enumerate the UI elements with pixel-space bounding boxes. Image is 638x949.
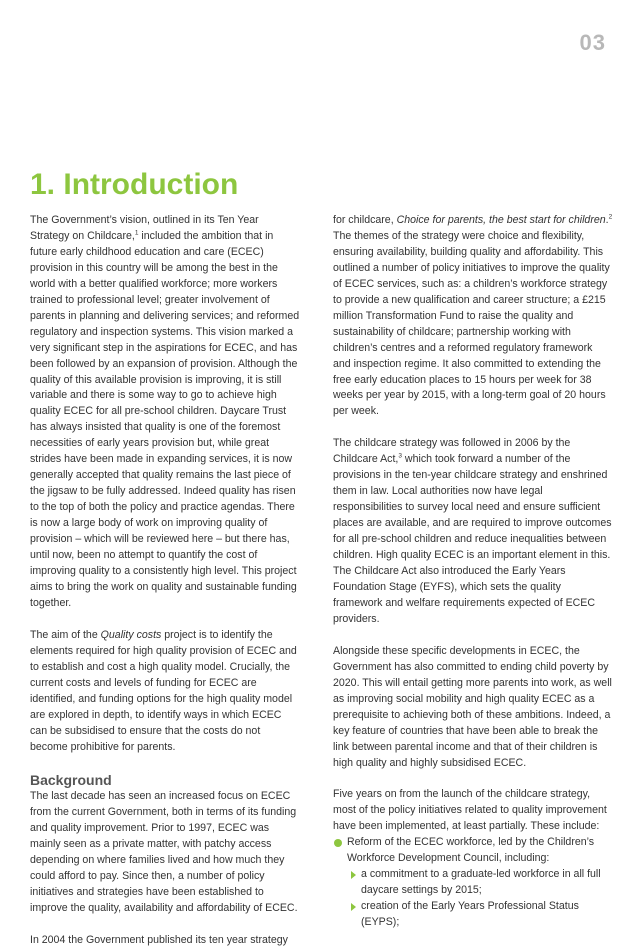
page-number: 03	[579, 30, 606, 55]
text: project is to identify the elements required for high quality provision of ECEC and to establish and cost a high quality model. Crucially, the current costs and levels of funding for ECEC are identified, and funding options for the high quality model are explored in depth, to identify ways in which ECEC can be subsidised to ensure that the costs do not become prohibitive for parents.	[30, 628, 297, 753]
sublist-item	[347, 899, 613, 931]
paragraph-ten-year-strategy	[30, 213, 300, 612]
list-item	[333, 835, 613, 931]
text: The aim of the	[30, 628, 101, 641]
sublist-item-text: a commitment to a graduate-led workforce in all full daycare settings by 2015;	[361, 868, 601, 897]
workforce-sublist	[347, 867, 613, 931]
section-title: 1. Introduction	[30, 168, 239, 201]
paragraph-background: The last decade has seen an increased focus on ECEC from the current Government, both in terms of its funding and quality improvement. Prior to 1997, ECEC was mainly seen as a private matter, with patchy access depending on where families lived and how much they could afford to pay. Since then, a number of policy initiatives and strategies have been established to improve the quality, availability and affordability of ECEC.	[30, 790, 298, 915]
text: .	[605, 214, 609, 226]
paragraph-childcare-act	[333, 436, 613, 627]
text: which took forward a number of the provisions in the ten-year childcare strategy and enshrined them in law. Local authorities now have legal responsibilities to survey local need and ensure sufficient places are available, and are required to improve outcomes for all pre-school children and reduce inequalities between children. High quality ECEC is an important element in this. The Childcare Act also introduced the Early Years Foundation Stage (EYFS), which sets the quality framework and welfare requirements expected of ECEC providers.	[333, 453, 612, 625]
text: The Government’s vision, outlined in its Ten Year Strategy on Childcare,	[30, 214, 259, 242]
paragraph-choice-for-parents	[333, 213, 613, 420]
paragraph-five-years-on: Five years on from the launch of the childcare strategy, most of the policy initiatives related to quality improvement have been implemented, at least partially. These include:	[333, 788, 607, 833]
green-circle-bullet-icon	[334, 839, 342, 847]
green-triangle-bullet-icon	[351, 903, 356, 911]
publication-title: Choice for parents, the best start for children	[396, 214, 606, 226]
footnote-marker-2: 2	[608, 213, 613, 221]
left-column	[30, 213, 300, 949]
list-item-text: Reform of the ECEC workforce, led by the Children’s Workforce Development Council, including:	[347, 836, 595, 865]
text: for childcare,	[333, 214, 397, 226]
background-heading: Background	[30, 772, 112, 789]
initiatives-list	[333, 835, 613, 931]
footnote-marker-3: 3	[398, 452, 402, 460]
right-column	[333, 213, 613, 931]
text: The childcare strategy was followed in 2006 by the Childcare Act,	[333, 437, 571, 466]
text: The themes of the strategy were choice and flexibility, ensuring availability, building quality and affordability. This outlined a number of policy initiatives to improve the quality of ECEC services, such as: a children’s workforce strategy to provide a new qualification and career structure; a £215 million Transformation Fund to raise the quality and sustainability of childcare; partnership working with children’s centres and a reformed regulatory framework and inspection regime. It also committed to extending the free early education places to 15 hours per week for 38 weeks per year by 2015, with a long-term goal of 20 hours per week.	[333, 229, 610, 418]
paragraph-child-poverty: Alongside these specific developments in ECEC, the Government has also committed to ending child poverty by 2020. This will entail getting more parents into work, as well as improving social mobility and high quality ECEC as a prerequisite to achieving both of these ambitions. Indeed, a key feature of countries that have been able to break the link between parental income and that of their children is high quality and highly subsidised ECEC.	[333, 644, 612, 769]
footnote-marker-1: 1	[134, 229, 139, 237]
paragraph-2004: In 2004 the Government published its ten year strategy	[30, 934, 288, 947]
green-triangle-bullet-icon	[351, 871, 356, 879]
project-name: Quality costs	[100, 628, 162, 641]
sublist-item	[347, 867, 613, 899]
sublist-item-text: creation of the Early Years Professional Status (EYPS);	[361, 900, 579, 929]
text: included the ambition that in future early childhood education and care (ECEC) provision in this country will be among the best in the world with a better qualified workforce; more workers trained to professional level; greater involvement of parents in planning and delivering services; and reformed regulatory and inspection systems. This vision marked a very significant step in the aspirations for ECEC, and has been followed by an expansion of provision. Although the quality of this available provision is improving, it is still variable and there is some way to go to achieve high quality ECEC for all pre-school children. Daycare Trust has always insisted that quality is one of the foremost necessities of early years provision but, while great strides have been made in expanding services, it is now generally accepted that quality remains the last piece of the jigsaw to be fully addressed. Indeed quality has risen to the top of both the policy and practice agendas. There is now a large body of work on improving quality of provision – which will be reviewed here – but there has, until now, been no attempt to quantify the cost of improving quality to a consistently high level. This project aims to bring the work on quality and sustainable funding together.	[30, 229, 300, 609]
paragraph-quality-costs	[30, 628, 300, 756]
